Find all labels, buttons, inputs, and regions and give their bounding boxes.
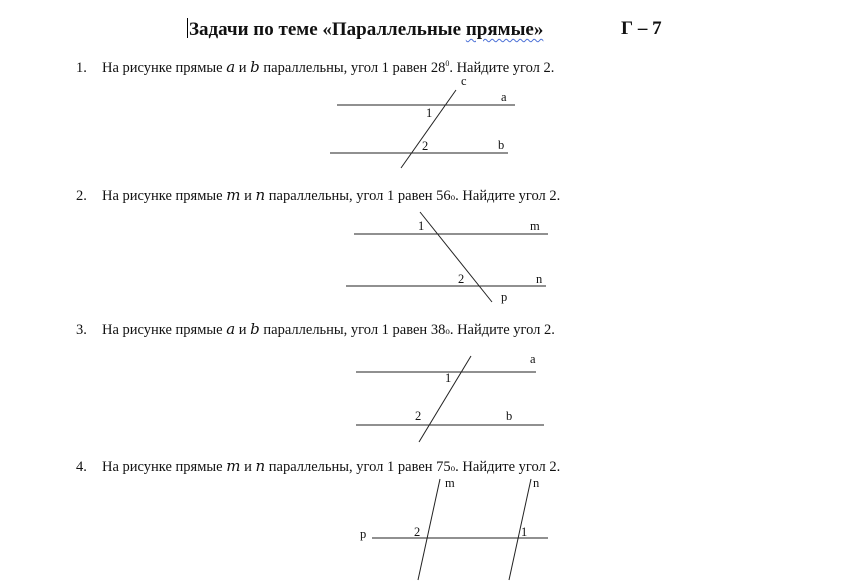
line-m xyxy=(418,479,440,580)
task-text: . Найдите угол 2. xyxy=(455,188,561,204)
task-text: На рисунке прямые xyxy=(102,459,227,475)
task-number: 1. xyxy=(76,60,87,76)
task-text: и xyxy=(235,322,251,338)
task-var: b xyxy=(250,320,260,338)
angle-1-label: 1 xyxy=(521,525,528,539)
task-text: и xyxy=(240,459,256,475)
task-var: n xyxy=(255,457,266,475)
angle-1-label: 1 xyxy=(445,371,452,385)
label-m: m xyxy=(445,476,455,490)
task-var: b xyxy=(250,58,260,76)
label-a: a xyxy=(501,90,507,104)
task-var: a xyxy=(226,320,236,338)
task-var: a xyxy=(226,58,236,76)
task-number: 2. xyxy=(76,188,87,204)
label-c: c xyxy=(461,74,467,88)
task-text: . Найдите угол 2. xyxy=(449,322,555,338)
label-p: p xyxy=(501,290,508,304)
figure-4 xyxy=(360,476,548,580)
degree-mark: 0 xyxy=(445,59,450,69)
task-text: параллельны, угол 1 равен 56 xyxy=(265,188,451,204)
grade-label: Г – 7 xyxy=(621,18,662,39)
degree-mark: o xyxy=(450,192,456,202)
label-a: a xyxy=(530,352,536,366)
transversal-p xyxy=(420,212,492,302)
angle-2-label: 2 xyxy=(422,139,429,153)
task-text: На рисунке прямые xyxy=(102,322,227,338)
task-text: параллельны, угол 1 равен 38 xyxy=(259,322,446,338)
figure-3 xyxy=(356,352,544,442)
figure-2 xyxy=(346,212,548,304)
angle-2-label: 2 xyxy=(458,272,465,286)
angle-1-label: 1 xyxy=(426,106,433,120)
task-var: n xyxy=(255,186,266,204)
task-var: m xyxy=(226,186,241,204)
label-b: b xyxy=(498,138,505,152)
line-n xyxy=(509,479,531,580)
task-var: m xyxy=(226,457,241,475)
task-number: 3. xyxy=(76,322,87,338)
degree-mark: o xyxy=(445,326,450,336)
label-b: b xyxy=(506,409,513,423)
title-spellcheck-word: прямые» xyxy=(465,19,544,40)
angle-2-label: 2 xyxy=(414,525,421,539)
transversal-c xyxy=(401,90,456,168)
label-n: n xyxy=(533,476,540,490)
task-text: и xyxy=(240,188,256,204)
angle-1-label: 1 xyxy=(418,219,425,233)
transversal xyxy=(419,356,471,442)
angle-2-label: 2 xyxy=(415,409,422,423)
title-text: Задачи по теме «Параллельные xyxy=(189,19,466,40)
task-text: На рисунке прямые xyxy=(102,60,227,76)
task-number: 4. xyxy=(76,459,87,475)
task-text: параллельны, угол 1 равен 75 xyxy=(265,459,451,475)
figure-1 xyxy=(330,74,515,168)
degree-mark: o xyxy=(450,463,456,473)
label-m: m xyxy=(530,219,540,233)
task-text: . Найдите угол 2. xyxy=(455,459,561,475)
task-text: параллельны, угол 1 равен 28 xyxy=(259,60,446,76)
label-n: n xyxy=(536,272,543,286)
task-text: . Найдите угол 2. xyxy=(449,60,555,76)
label-p: p xyxy=(360,527,367,541)
task-text: На рисунке прямые xyxy=(102,188,227,204)
task-text: и xyxy=(235,60,251,76)
